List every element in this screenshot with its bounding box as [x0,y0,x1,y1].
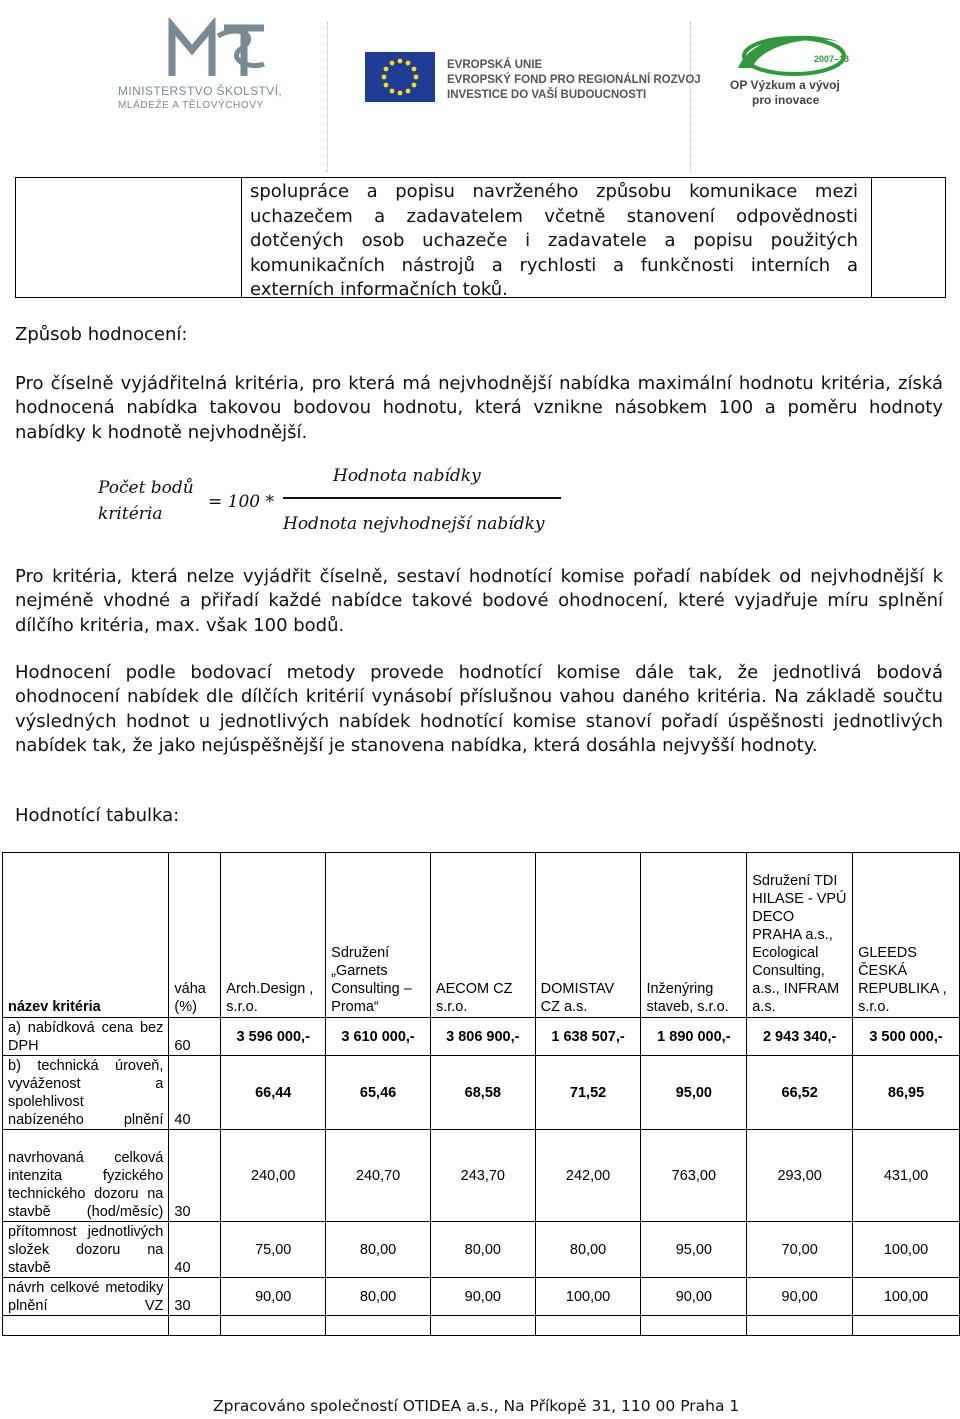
table-cell-empty [747,1316,853,1336]
formula-points-label: Počet bodů [98,478,194,498]
table-cell-empty [641,1316,747,1336]
criterion-name: návrh celkové metodiky plnění VZ [3,1278,169,1316]
table-cell: 90,00 [221,1278,326,1316]
table-empty-row [3,1316,960,1336]
table-cell: 3 610 000,- [326,1018,431,1056]
table-cell: 90,00 [430,1278,535,1316]
continuation-text: spolupráce a popisu navrženého způsobu komunikace mezi uchazečem a zadavatelem včetně stanovení odpovědnosti dotčených osob uchazeče i zadavatele a popisu použitých komunikačních nástrojů a rychlosti a funkčnosti interních a externích informačních toků. [250,181,858,300]
table-cell: 100,00 [535,1278,641,1316]
msmt-name-line1: MINISTERSTVO ŠKOLSTVÍ, [118,84,283,98]
table-row [3,1130,960,1222]
table-cell: 763,00 [641,1130,747,1222]
table-cell: 293,00 [747,1130,853,1222]
bidder-header: GLEEDS ČESKÁ REPUBLIKA , s.r.o. [853,853,960,1018]
table-cell: 3 806 900,- [430,1018,535,1056]
op-years: 2007–13 [814,54,850,64]
paragraph-non-numeric-criteria: Pro kritéria, která nelze vyjádřit číselně, sestaví hodnotící komise pořadí nabídek od nejvhodnější k nejméně vhodné a přiřadí každé nabídce takové bodové ohodnocení, které vyjadřuje míru splnění dílčího kritéria, max. však 100 bodů. [15,566,943,636]
table-cell: 1 890 000,- [641,1018,747,1056]
bidder-header: Arch.Design , s.r.o. [221,853,326,1018]
evaluation-table [2,852,960,1336]
table-heading: Hodnotící tabulka: [15,805,180,826]
table-cell: 242,00 [535,1130,641,1222]
col-weight-header: váha (%) [169,853,221,1018]
paragraph-scoring-method: Hodnocení podle bodovací metody provede hodnotící komise dále tak, že jednotlivá bodová ohodnocení nabídek dle dílčích kritérií vynásobí příslušnou vahou daného kritéria. Na základě součtu výsledných hodnot u jednotlivých nabídek hodnotící komise stanoví pořadí úspěšnosti jednotlivých nabídek tak, že jako nejúspěšnější je stanovena nabídka, která dosáhla nejvyšší hodnoty. [15,662,943,757]
formula-fraction-line [283,497,561,499]
formula-denominator: Hodnota nejvhodnejší nabídky [283,514,545,534]
criterion-weight: 30 [169,1130,221,1222]
op-line2: pro inovace [752,93,820,107]
table-cell-empty [221,1316,326,1336]
header-divider [327,22,328,172]
bidder-header: Inženýring staveb, s.r.o. [641,853,747,1018]
table-cell: 1 638 507,- [535,1018,641,1056]
table-cell: 95,00 [641,1056,747,1130]
eu-line1: EVROPSKÁ UNIE [447,59,543,71]
bidder-header: DOMISTAV CZ a.s. [535,853,641,1018]
eu-line3: INVESTICE DO VAŠÍ BUDOUCNOSTI [447,89,647,101]
continuation-table [15,177,946,298]
criterion-weight: 40 [169,1056,221,1130]
eu-flag-icon [365,52,435,102]
paragraph-numeric-criteria: Pro číselně vyjádřitelná kritéria, pro která má nejvhodnější nabídka maximální hodnotu kritéria, získá hodnocená nabídka takovou bodovou hodnotu, která vznikne násobkem 100 a poměru hodnoty nabídky k hodnotě nejvhodnější. [15,373,943,443]
table-cell-empty [853,1316,960,1336]
msmt-logo-mark [168,18,268,80]
table-divider [241,178,242,297]
table-cell-empty [535,1316,641,1336]
table-cell: 100,00 [853,1278,960,1316]
formula-numerator: Hodnota nabídky [333,466,481,486]
page-footer: Zpracováno společností OTIDEA a.s., Na Příkopě 31, 110 00 Praha 1 [213,1397,740,1415]
criterion-weight: 40 [169,1222,221,1278]
table-cell: 71,52 [535,1056,641,1130]
table-cell: 431,00 [853,1130,960,1222]
bidder-header: Sdružení „Garnets Consulting – Proma“ [326,853,431,1018]
criterion-name: a) nabídková cena bez DPH [3,1018,169,1056]
table-cell: 3 500 000,- [853,1018,960,1056]
table-cell: 95,00 [641,1222,747,1278]
table-cell: 66,44 [221,1056,326,1130]
table-cell: 2 943 340,- [747,1018,853,1056]
bidder-header: AECOM CZ s.r.o. [430,853,535,1018]
table-row [3,1018,960,1056]
table-cell: 240,70 [326,1130,431,1222]
formula-criteria-label: kritéria [98,504,163,524]
criterion-weight: 60 [169,1018,221,1056]
table-cell-empty [430,1316,535,1336]
table-row [3,1222,960,1278]
formula-equals: = 100 * [208,492,274,512]
col-criteria-header: název kritéria [3,853,169,1018]
table-cell: 66,52 [747,1056,853,1130]
table-cell: 243,70 [430,1130,535,1222]
eu-line2: EVROPSKÝ FOND PRO REGIONÁLNÍ ROZVOJ [447,74,701,86]
table-row [3,1278,960,1316]
table-cell: 68,58 [430,1056,535,1130]
criterion-weight: 30 [169,1278,221,1316]
table-cell: 90,00 [747,1278,853,1316]
table-cell: 80,00 [430,1222,535,1278]
table-cell: 80,00 [326,1222,431,1278]
table-cell-empty [3,1316,169,1336]
table-cell: 80,00 [326,1278,431,1316]
table-header-row [3,853,960,1018]
msmt-logo [118,18,298,118]
table-cell: 100,00 [853,1222,960,1278]
table-cell-empty [169,1316,221,1336]
table-cell: 3 596 000,- [221,1018,326,1056]
criterion-name: přítomnost jednotlivých složek dozoru na stavbě [3,1222,169,1278]
table-row [3,1056,960,1130]
criterion-name: navrhovaná celková intenzita fyzického technického dozoru na stavbě (hod/měsíc) [3,1130,169,1222]
table-cell: 70,00 [747,1222,853,1278]
table-cell: 86,95 [853,1056,960,1130]
method-heading: Způsob hodnocení: [15,324,188,345]
table-cell: 75,00 [221,1222,326,1278]
table-divider [871,178,872,297]
table-cell: 90,00 [641,1278,747,1316]
table-cell: 80,00 [535,1222,641,1278]
op-line1: OP Výzkum a vývoj [730,78,840,92]
table-cell: 240,00 [221,1130,326,1222]
table-cell-empty [326,1316,431,1336]
eu-text [447,58,701,103]
msmt-name-line2: MLÁDEŽE A TĚLOVÝCHOVY [118,100,264,111]
table-cell: 65,46 [326,1056,431,1130]
bidder-header: Sdružení TDI HILASE - VPÚ DECO PRAHA a.s., Ecological Consulting, a.s., INFRAM a.s. [747,853,853,1018]
criterion-name: b) technická úroveň, vyváženost a spolehlivost nabízeného plnění [3,1056,169,1130]
